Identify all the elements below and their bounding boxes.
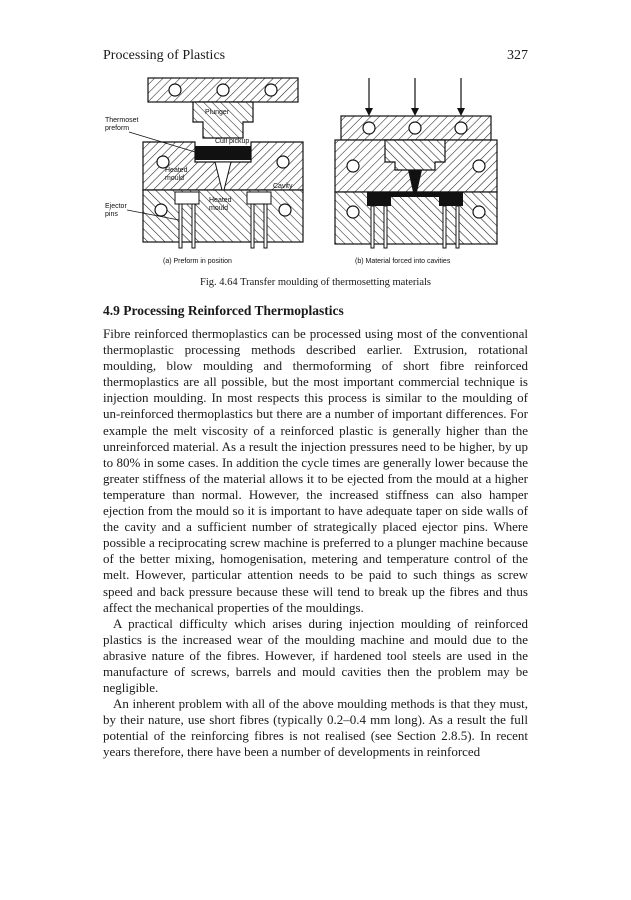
heater-hole — [409, 122, 421, 134]
ejector-pin — [251, 204, 254, 248]
heater-hole — [279, 204, 291, 216]
section-heading: 4.9 Processing Reinforced Thermoplastics — [103, 303, 344, 318]
label-heated-mould-lower-2: mould — [209, 205, 229, 212]
cavity — [175, 192, 199, 204]
label-ejector-pins-2: pins — [105, 211, 118, 218]
heater-hole — [347, 206, 359, 218]
filled-cavity — [439, 192, 463, 206]
heater-hole — [265, 84, 277, 96]
paragraph: Fibre reinforced thermoplastics can be processed using most of the conventional thermoplastic processing methods described earlier. Extrusion, rotational moulding, blow moulding and thermoforming of short fibre reinforced thermoplastics are all possible, but the most important commercial technique is injection moulding. In most respects this process is similar to the moulding of un-reinforced thermoplastics but there are a number of important differences. For example the melt viscosity of a reinforced plastic is generally higher than the unreinforced material. As a result the injection pressures need to be higher, by up to 80% in some cases. In addition the cycle times are generally lower because the greater stiffness of the material allows it to be ejected from the mould at a higher temperature than normal. However, the increased stiffness can also hamper ejection from the mould so it is important to have adequate taper on side walls of the cavity and a sufficient number of strategically placed ejector pins. Where possible a reciprocating screw machine is preferred to a plunger machine because of the better mixing, homogenisation, metering and temperature control of the melt. However, particular attention needs to be paid to such things as screw speed and back pressure because these will tend to break up the fibres and thus affect the mechanical properties of the mouldings. — [103, 326, 528, 615]
heater-hole — [363, 122, 375, 134]
heater-hole — [473, 206, 485, 218]
heater-hole — [473, 160, 485, 172]
figure-transfer-moulding — [103, 70, 527, 270]
heater-hole — [277, 156, 289, 168]
ejector-pin — [443, 206, 446, 248]
cavity — [247, 192, 271, 204]
label-heated-mould-upper-2: mould — [165, 175, 185, 182]
label-thermoset-preform-2: preform — [105, 125, 130, 132]
figure-caption: Fig. 4.64 Transfer moulding of thermosetting materials — [200, 277, 431, 288]
ejector-pin — [456, 206, 459, 248]
paragraph: A practical difficulty which arises during injection moulding of reinforced plastics is the increased wear of the moulding machine and mould due to the abrasive nature of the fibres. However, if hardened tool steels are used in the manufacture of screws, barrels and mould cavities then the problem may be negligible. — [103, 615, 528, 696]
heater-hole — [155, 204, 167, 216]
plunger — [193, 102, 253, 138]
lower-heated-mould — [335, 192, 497, 244]
heater-hole — [217, 84, 229, 96]
panel-b-material-forced-into-cavities — [335, 78, 497, 265]
paragraph: An inherent problem with all of the above moulding methods is that they must, by their nature, use short fibres (typically 0.2–0.4 mm long). As a result the full potential of the reinforcing fibres is not realised (see Section 2.8.5). In recent years therefore, there have been a number of developments in reinforced — [103, 696, 528, 760]
ejector-pin — [192, 204, 195, 248]
subcaption-a: (a) Preform in position — [163, 258, 232, 265]
label-cavity: Cavity — [273, 183, 293, 190]
label-plunger: Plunger — [205, 109, 230, 116]
ejector-pin — [371, 206, 374, 248]
panel-a-preform-in-position — [105, 78, 303, 265]
label-heated-mould-upper-1: Heated — [165, 167, 188, 174]
ejector-pin — [179, 204, 182, 248]
running-head — [103, 48, 528, 64]
body-text — [103, 326, 528, 761]
heater-hole — [347, 160, 359, 172]
ejector-pin — [384, 206, 387, 248]
transfer-moulding-diagram — [103, 70, 527, 270]
ejector-pin — [264, 204, 267, 248]
running-title: Processing of Plastics — [103, 48, 226, 63]
subcaption-b: (b) Material forced into cavities — [355, 258, 451, 265]
label-ejector-pins-1: Ejector — [105, 203, 127, 210]
page-number: 327 — [507, 48, 528, 63]
label-cull-pickup: Cull pickup — [215, 138, 250, 145]
label-heated-mould-lower-1: Heated — [209, 197, 232, 204]
heater-hole — [169, 84, 181, 96]
label-thermoset-preform-1: Thermoset — [105, 117, 139, 124]
heater-hole — [455, 122, 467, 134]
filled-cavity — [367, 192, 391, 206]
thermoset-preform — [195, 146, 251, 160]
